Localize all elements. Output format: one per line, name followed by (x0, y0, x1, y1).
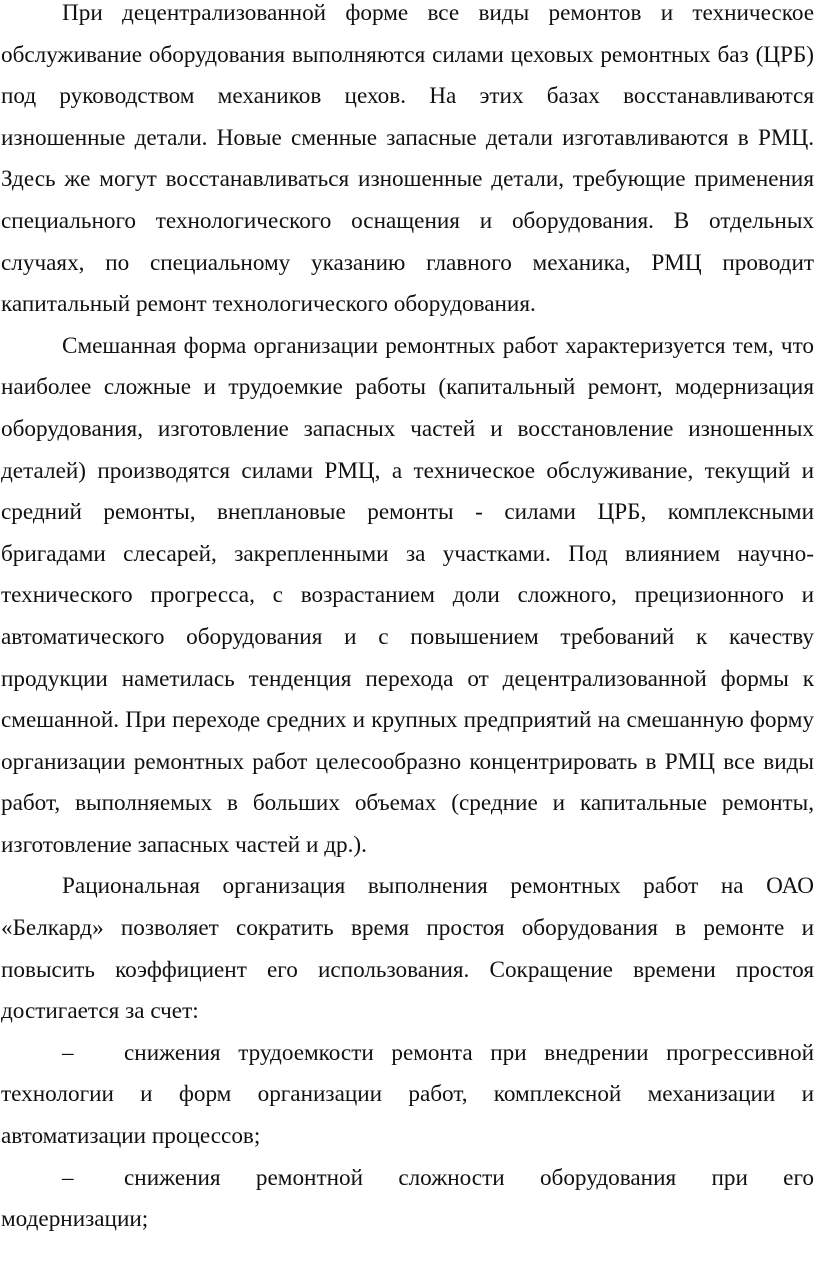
list-item (1, 1158, 814, 1241)
list-item-text: снижения ремонтной сложности оборудования при его модернизации; (1, 1164, 814, 1233)
list-item-text: снижения трудоемкости ремонта при внедрении прогрессивной технологии и форм организации работ, комплексной механизации и автоматизации процессов; (1, 1039, 814, 1150)
list-marker: – (62, 1039, 74, 1066)
paragraph-decentralized-form: При децентрализованной форме все виды ремонтов и техническое обслуживание оборудования выполняются силами цеховых ремонтных баз (ЦРБ) под руководством механиков цехов. На этих базах восстанавливаются изношенные детали. Новые сменные запасные детали изготавливаются в РМЦ. Здесь же могут восстанавливаться изношенные детали, требующие применения специального технологического оснащения и оборудования. В отдельных случаях, по специальному указанию главного механика, РМЦ проводит капитальный ремонт технологического оборудования. (1, 0, 814, 318)
paragraph-mixed-form: Смешанная форма организации ремонтных работ характеризуется тем, что наиболее сложные и трудоемкие работы (капитальный ремонт, модернизация оборудования, изготовление запасных частей и восстановление изношенных деталей) производятся силами РМЦ, а техническое обслуживание, текущий и средний ремонты, внеплановые ремонты - силами ЦРБ, комплексными бригадами слесарей, закрепленными за участками. Под влиянием научно-технического прогресса, с возрастанием доли сложного, прецизионного и автоматического оборудования и с повышением требований к качеству продукции наметилась тенденция перехода от децентрализованной формы к смешанной. При переходе средних и крупных предприятий на смешанную форму организации ремонтных работ целесообразно концентрировать в РМЦ все виды работ, выполняемых в больших объемах (средние и капитальные ремонты, изготовление запасных частей и др.). (1, 332, 814, 858)
paragraph-rational-organization: Рациональная организация выполнения ремонтных работ на ОАО «Белкард» позволяет сократить время простоя оборудования в ремонте и повысить коэффициент его использования. Сокращение времени простоя достигается за счет: (1, 873, 814, 1025)
list-marker: – (62, 1164, 74, 1191)
list-item (1, 1033, 814, 1158)
